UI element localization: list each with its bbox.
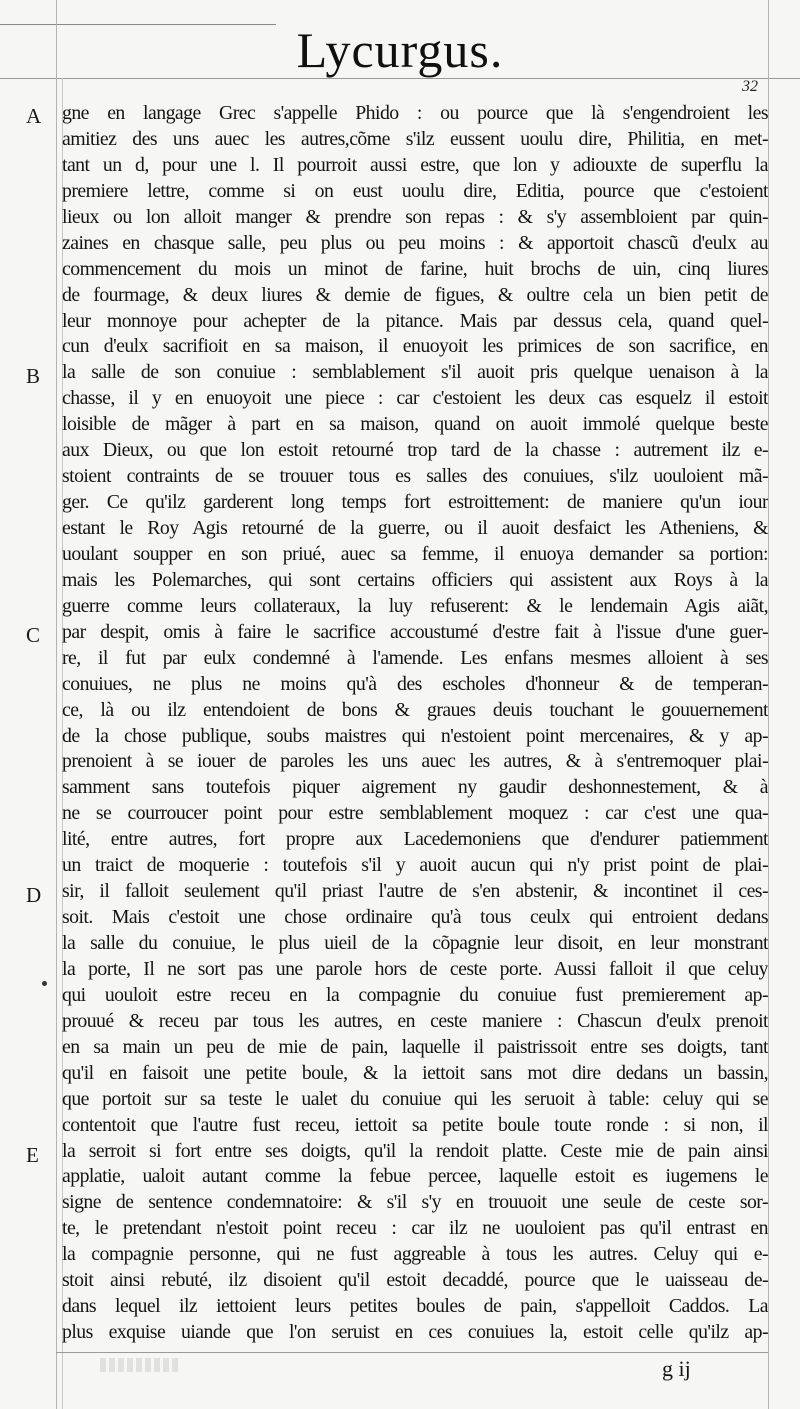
text-line: la compagnie personne, qui ne fust aggreable à tous les autres. Celuy qui e- [62, 1243, 768, 1266]
text-line: te, le pretendant n'estoit point receu : car ilz ne uouloient pas qu'il entrast en [62, 1217, 768, 1240]
page-title: Lycurgus. [296, 22, 504, 78]
text-line: stoient contraints de se trouuer tous es salles des conuiues, s'ilz uouloient mã- [62, 465, 768, 488]
text-line: un traict de moquerie : toutefois s'il y auoit aucun qui n'y prist point de plai- [62, 854, 768, 877]
text-line: de la chose publique, soubs maistres qui n'estoient point mercenaires, & y ap- [62, 724, 768, 747]
margin-marker-c: C [26, 623, 41, 647]
text-line: qui uouloit estre receu en la compagnie du conuiue fust premierement ap- [62, 983, 768, 1006]
text-line: signe de sentence condemnatoire: & s'il s'y en trouuoit une seule de ceste sor- [62, 1191, 768, 1214]
text-line: prenoient à se iouer de paroles les uns auec les autres, & à s'entremoquer plai- [62, 750, 768, 773]
text-line: zaines en chasque salle, peu plus ou peu moins : & apportoit chascũ d'eulx au [62, 231, 768, 254]
text-line: cun d'eulx sacrifioit en sa maison, il enuoyoit les primices de son sacrifice, en [62, 335, 768, 358]
text-line: lieux ou lon alloit manger & prendre son repas : & s'y assembloient par quin- [62, 205, 768, 228]
show-through-text [100, 1358, 180, 1372]
right-margin-rule [768, 0, 769, 1409]
text-line: lité, entre autres, fort propre aux Lacedemoniens que d'endurer patiemment [62, 828, 768, 851]
left-margin-rule [56, 0, 57, 1409]
margin-dot [42, 981, 47, 986]
text-line: gne en langage Grec s'appelle Phido : ou pource que là s'engendroient les [62, 102, 768, 124]
text-line: leur monnoye pour achepter de la pitance. Mais par dessus cela, quand quel- [62, 309, 768, 332]
text-line: mais les Polemarches, qui sont certains officiers qui assistent aux Roys à la [62, 568, 768, 591]
folio-number: 32 [742, 78, 758, 95]
text-line: ne se courroucer point pour estre semblablement moquez : car c'est une qua- [62, 802, 768, 825]
bottom-rule [56, 1352, 768, 1353]
text-line: applatie, ualoit autant comme la febue percee, laquelle estoit es iugemens le [62, 1165, 768, 1188]
text-line: uoulant soupper en son priué, auec sa femme, il enuoya demander sa portion: [62, 542, 768, 565]
text-line: estant le Roy Agis retourné de la guerre, ou il auoit desfaict les Atheniens, & [62, 517, 768, 539]
margin-marker-a: A [26, 104, 42, 128]
text-line: contentoit que l'autre fust receu, iettoit sa petite boule toute ronde : si non, il [62, 1113, 768, 1136]
text-line: qu'il en faisoit une petite boule, & la iettoit sans mot dire dedans un bassin, [62, 1061, 768, 1084]
text-line: prouué & receu par tous les autres, en ceste maniere : Chascun d'eulx prenoit [62, 1009, 768, 1032]
text-line: la salle de son conuiue : semblablement s'il auoit pris quelque uenaison à la [62, 361, 768, 384]
text-line: que portoit sur sa teste le ualet du conuiue qui les seruoit à table: celuy qui se [62, 1087, 768, 1110]
body-text [62, 101, 768, 1346]
text-line: loisible de mãger à part en sa maison, quand on auoit immolé quelque beste [62, 413, 768, 436]
text-line: sir, il falloit seulement qu'il priast l'autre de s'en abstenir, & incontinet il ces- [62, 880, 768, 903]
text-line: re, il fut par eulx condemné à l'amende. Les enfans mesmes alloient à ses [62, 646, 768, 669]
text-line: stoit ainsi rebuté, ilz disoient qu'il estoit decaddé, pource que le uaisseau de- [62, 1269, 768, 1292]
text-line: de fourmage, & deux liures & demie de figues, & oultre cela un bien petit de [62, 283, 768, 306]
text-line: par despit, omis à faire le sacrifice accoustumé d'estre fait à l'issue d'une guer- [62, 620, 768, 643]
text-line: ce, là ou ilz entendoient de bons & graues deuis touchant le gouuernement [62, 698, 768, 721]
text-line: samment sans toutefois piquer aigrement ny gaudir deshonnestement, & à [62, 776, 768, 799]
text-line: la salle du conuiue, le plus uieil de la cõpagnie leur disoit, en leur monstrant [62, 932, 768, 954]
text-line: premiere lettre, comme si on eust uoulu dire, Editia, pource que c'estoient [62, 179, 768, 202]
text-line: ger. Ce qu'ilz garderent long temps fort estroittement: de maniere qu'un iour [62, 491, 768, 514]
text-line: guerre comme leurs collateraux, la luy refuserent: & le lendemain Agis aiãt, [62, 594, 768, 617]
text-line: la serroit si fort entre ses doigts, qu'il la rendoit platte. Ceste mie de pain ainsi [62, 1139, 768, 1162]
text-line: chasse, il y en enuoyoit une piece : car c'estoient les deux cas esquelz il estoit [62, 387, 768, 410]
text-line: plus exquise uiande que l'on seruist en ces conuiues la, estoit celle qu'ilz ap- [62, 1321, 768, 1344]
margin-marker-b: B [26, 364, 41, 388]
text-line: la porte, Il ne sort pas une parole hors de ceste porte. Aussi falloit il que celuy [62, 957, 768, 980]
signature-mark: g ij [662, 1356, 691, 1381]
margin-marker-e: E [26, 1143, 39, 1167]
text-line: commencement du mois un minot de farine, huit brochs de uin, cinq liures [62, 257, 768, 280]
text-line: en sa main un peu de mie de pain, laquelle il paistrissoit entre ses doigts, tant [62, 1035, 768, 1058]
text-line: aux Dieux, ou que lon estoit retourné trop tard de la chasse : autrement ilz e- [62, 439, 768, 462]
text-line: tant un d, pour une l. Il pourroit aussi estre, que lon y adiouxte de superflu la [62, 153, 768, 176]
text-line: amitiez des uns auec les autres,cõme s'ilz eussent uoulu dire, Philitia, en met- [62, 127, 768, 150]
text-line: conuiues, ne plus ne moins qu'à des escholes d'honneur & de temperan- [62, 672, 768, 695]
text-line: dans lequel ilz iettoient leurs petites boules de pain, s'appelloit Caddos. La [62, 1295, 768, 1318]
margin-marker-d: D [26, 883, 42, 907]
text-line: soit. Mais c'estoit une chose ordinaire qu'à tous ceulx qui entroient dedans [62, 906, 768, 929]
